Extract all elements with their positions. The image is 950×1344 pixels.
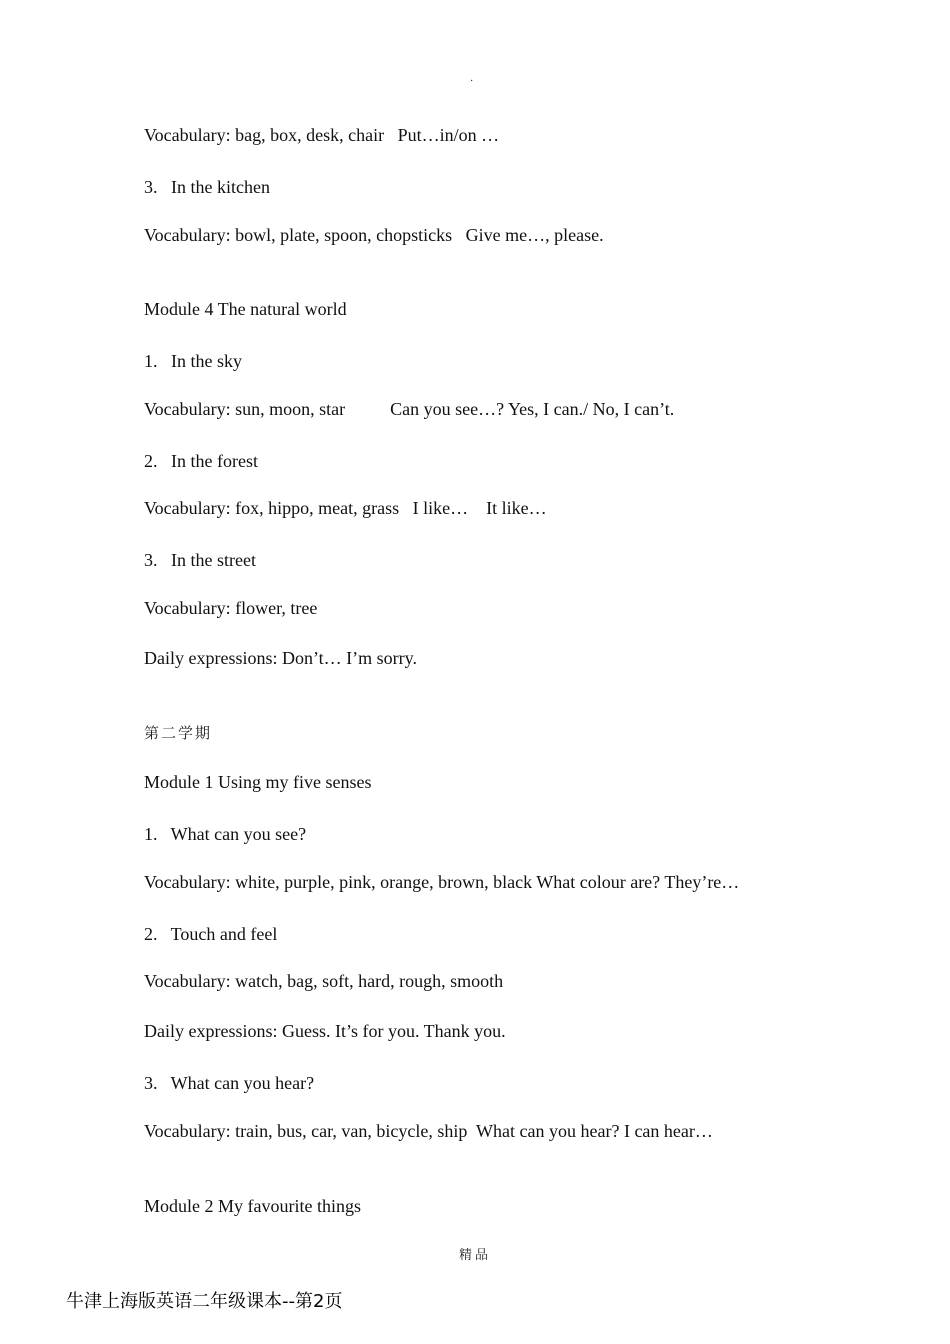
footer-title: 牛津上海版英语二年级课本--第2页 <box>66 1291 343 1312</box>
lesson-heading-sky: 1. In the sky <box>144 351 242 371</box>
vocab-line-kitchen: Vocabulary: bowl, plate, spoon, chopsticks Give me…, please. <box>144 225 604 245</box>
vocab-line-forest: Vocabulary: fox, hippo, meat, grass I like… It like… <box>144 498 547 518</box>
lesson-heading-forest: 2. In the forest <box>144 451 258 471</box>
lesson-heading-street: 3. In the street <box>144 550 256 570</box>
daily-expressions-street: Daily expressions: Don’t… I’m sorry. <box>144 648 417 668</box>
lesson-heading-touch: 2. Touch and feel <box>144 924 278 944</box>
semester-heading: 第二学期 <box>144 724 213 742</box>
vocab-line-hear: Vocabulary: train, bus, car, van, bicycle, ship What can you hear? I can hear… <box>144 1121 713 1141</box>
module-heading-five-senses: Module 1 Using my five senses <box>144 772 372 792</box>
header-dot: · <box>470 76 474 87</box>
lesson-heading-kitchen: 3. In the kitchen <box>144 177 270 197</box>
vocab-line-sky: Vocabulary: sun, moon, star Can you see…? Yes, I can./ No, I can’t. <box>144 399 675 419</box>
footer-mark: 精品 <box>459 1248 492 1263</box>
daily-expressions-touch: Daily expressions: Guess. It’s for you. Thank you. <box>144 1021 506 1041</box>
vocab-line-classroom: Vocabulary: bag, box, desk, chair Put…in/on … <box>144 125 500 145</box>
vocab-line-touch: Vocabulary: watch, bag, soft, hard, rough, smooth <box>144 971 504 991</box>
vocab-line-street: Vocabulary: flower, tree <box>144 598 318 618</box>
lesson-heading-hear: 3. What can you hear? <box>144 1073 315 1093</box>
module-heading-favourite-things: Module 2 My favourite things <box>144 1196 361 1216</box>
lesson-heading-see: 1. What can you see? <box>144 824 307 844</box>
module-heading-natural-world: Module 4 The natural world <box>144 299 347 319</box>
vocab-line-see: Vocabulary: white, purple, pink, orange, brown, black What colour are? They’re… <box>144 872 740 892</box>
